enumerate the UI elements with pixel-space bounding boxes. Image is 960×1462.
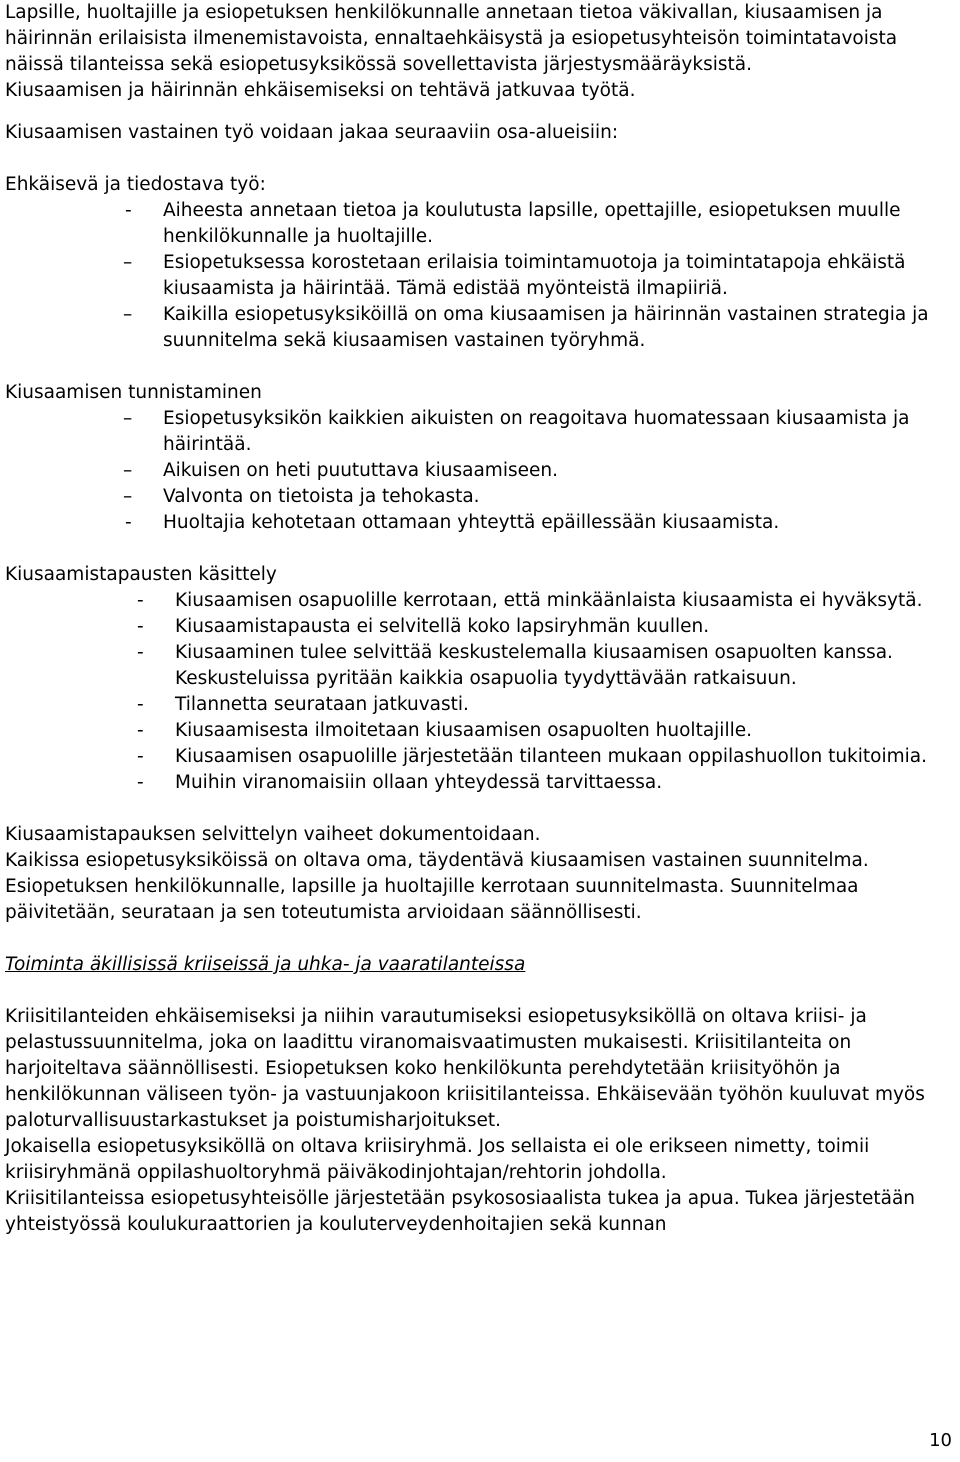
list-item-text: Aiheesta annetaan tietoa ja koulutusta lapsille, opettajille, esiopetuksen muulle henkilökunnalle ja huoltajille. (163, 200, 901, 247)
list-item (5, 692, 950, 718)
list-marker: – (123, 252, 133, 273)
documentation-paragraph-1: Kiusaamistapauksen selvittelyn vaiheet dokumentoidaan. (5, 824, 541, 845)
list-item-text: Tilannetta seurataan jatkuvasti. (175, 694, 469, 715)
list-marker: – (123, 486, 133, 507)
intro-paragraph-2: Kiusaamisen ja häirinnän ehkäisemiseksi on tehtävä jatkuvaa työtä. (5, 80, 636, 101)
list-item-text: Valvonta on tietoista ja tehokasta. (163, 486, 480, 507)
list-item (5, 484, 950, 510)
list-item-text: Kiusaaminen tulee selvittää keskustelemalla kiusaamisen osapuolten kanssa. Keskusteluissa pyritään kaikkia osapuolia tyydyttävään ratkaisuun. (175, 642, 893, 689)
list-marker: - (125, 512, 132, 533)
section-title-recognition: Kiusaamisen tunnistaminen (5, 382, 262, 403)
intro-paragraph-1: Lapsille, huoltajille ja esiopetuksen henkilökunnalle annetaan tietoa väkivallan, kiusaamisen ja häirinnän erilaisista ilmenemistavoista, ennaltaehkäisystä ja esiopetusyhteisön toimintatavoista näissä tilanteissa sekä esiopetusyksikössä sovellettavista järjestysmääräyksistä. (5, 2, 898, 75)
spacer (5, 146, 950, 172)
list-marker: – (123, 408, 133, 429)
spacer (5, 978, 950, 1004)
page-number: 10 (929, 1430, 952, 1451)
list-item (5, 510, 950, 536)
list-item-text: Kiusaamisesta ilmoitetaan kiusaamisen osapuolten huoltajille. (175, 720, 752, 741)
documentation-paragraph-2: Kaikissa esiopetusyksiköissä on oltava oma, täydentävä kiusaamisen vastainen suunnitelma. Esiopetuksen henkilökunnalle, lapsille ja huoltajille kerrotaan suunnitelmasta. Suunnitelmaa päivitetään, seurataan ja sen toteutumista arvioidaan säännöllisesti. (5, 850, 869, 923)
section-title-prevention: Ehkäisevä ja tiedostava työ: (5, 174, 266, 195)
prevention-list (5, 198, 950, 354)
list-item-text: Kiusaamistapausta ei selvitellä koko lapsiryhmän kuullen. (175, 616, 710, 637)
list-marker: - (137, 642, 144, 663)
recognition-list (5, 406, 950, 536)
document-page (5, 0, 950, 1238)
list-marker: - (137, 720, 144, 741)
list-item-text: Huoltajia kehotetaan ottamaan yhteyttä epäillessään kiusaamista. (163, 512, 780, 533)
list-item (5, 770, 950, 796)
list-marker: – (123, 304, 133, 325)
list-marker: - (137, 772, 144, 793)
intro-paragraph-3: Kiusaamisen vastainen työ voidaan jakaa seuraaviin osa-alueisiin: (5, 122, 619, 143)
spacer (5, 926, 950, 952)
spacer (5, 536, 950, 562)
list-item (5, 406, 950, 458)
list-item-text: Esiopetuksessa korostetaan erilaisia toimintamuotoja ja toimintatapoja ehkäistä kiusaamista ja häirintää. Tämä edistää myönteistä ilmapiiriä. (163, 252, 906, 299)
list-item (5, 614, 950, 640)
spacer (5, 354, 950, 380)
spacer (5, 796, 950, 822)
crisis-heading: Toiminta äkillisissä kriiseissä ja uhka- ja vaaratilanteissa (5, 954, 526, 975)
list-marker: - (125, 200, 132, 221)
list-item (5, 588, 950, 614)
list-item-text: Aikuisen on heti puututtava kiusaamiseen. (163, 460, 558, 481)
crisis-paragraph-2: Jokaisella esiopetusyksiköllä on oltava kriisiryhmä. Jos sellaista ei ole erikseen nimetty, toimii kriisiryhmänä oppilashuoltoryhmä päiväkodinjohtajan/rehtorin johdolla. (5, 1136, 870, 1183)
list-item (5, 250, 950, 302)
list-item-text: Esiopetusyksikön kaikkien aikuisten on reagoitava huomatessaan kiusaamista ja häirintää. (163, 408, 910, 455)
list-item-text: Muihin viranomaisiin ollaan yhteydessä tarvittaessa. (175, 772, 663, 793)
list-marker: - (137, 590, 144, 611)
list-marker: - (137, 746, 144, 767)
list-item-text: Kiusaamisen osapuolille kerrotaan, että minkäänlaista kiusaamista ei hyväksytä. (175, 590, 923, 611)
section-title-handling: Kiusaamistapausten käsittely (5, 564, 277, 585)
handling-list (5, 588, 950, 796)
list-item (5, 640, 950, 692)
list-item (5, 302, 950, 354)
list-item (5, 744, 950, 770)
list-item (5, 718, 950, 744)
list-item (5, 198, 950, 250)
list-marker: - (137, 616, 144, 637)
list-item-text: Kaikilla esiopetusyksiköillä on oma kiusaamisen ja häirinnän vastainen strategia ja suunnitelma sekä kiusaamisen vastainen työryhmä. (163, 304, 929, 351)
list-item (5, 458, 950, 484)
crisis-paragraph-3: Kriisitilanteissa esiopetusyhteisölle järjestetään psykososiaalista tukea ja apua. Tukea järjestetään yhteistyössä koulukuraattorien ja kouluterveydenhoitajien sekä kunnan (5, 1188, 916, 1235)
list-marker: – (123, 460, 133, 481)
list-marker: - (137, 694, 144, 715)
list-item-text: Kiusaamisen osapuolille järjestetään tilanteen mukaan oppilashuollon tukitoimia. (175, 746, 927, 767)
crisis-paragraph-1: Kriisitilanteiden ehkäisemiseksi ja niihin varautumiseksi esiopetusyksiköllä on oltava kriisi- ja pelastussuunnitelma, joka on laadittu viranomaisvaatimusten mukaisesti. Kriisitilanteita on harjoiteltava säännöllisesti. Esiopetuksen koko henkilökunta perehdytetään kriisityöhön ja henkilökunnan väliseen työn- ja vastuunjakoon kriisitilanteissa. Ehkäisevään työhön kuuluvat myös paloturvallisuustarkastukset ja poistumisharjoitukset. (5, 1006, 925, 1131)
